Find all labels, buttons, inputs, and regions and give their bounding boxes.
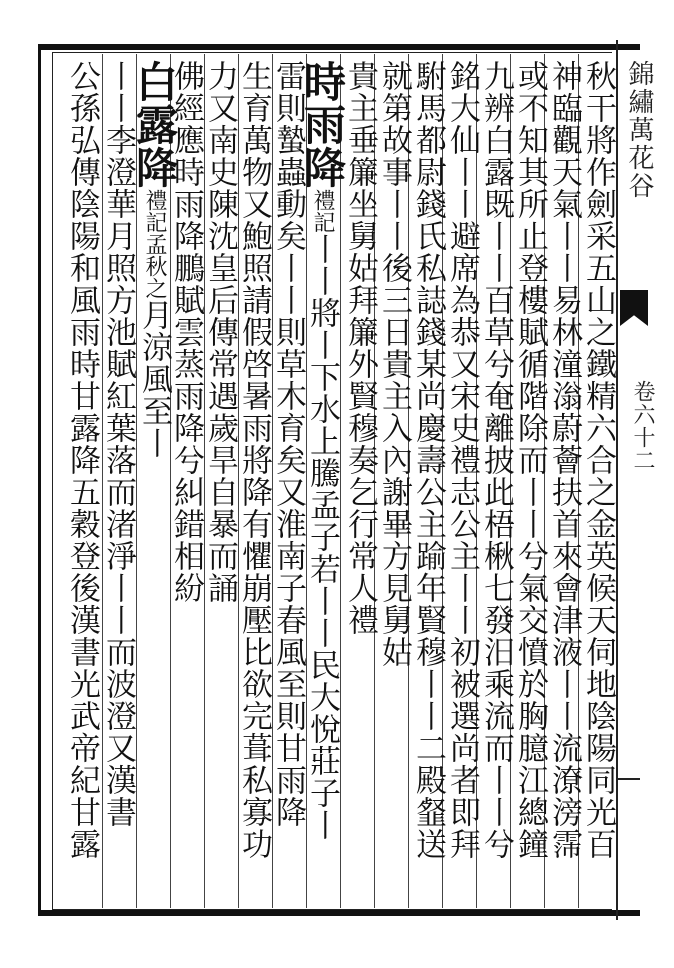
entry-text: 月涼風至丨 — [136, 299, 172, 459]
text-column: 公孫弘傳陰陽和風雨時甘露降五穀登後漢書光武帝紀甘露 — [64, 60, 100, 860]
text-column: 生育萬物又鮑照請假啓暑雨將降有懼崩壓比欲完葺私寡功 — [236, 60, 272, 860]
book-title: 錦繡萬花谷 — [624, 60, 654, 200]
text-column: 駙馬都尉錢氏私誌錢某尚慶壽公主踰年賢穆丨丨二殿韰送 — [410, 60, 446, 860]
entry-heading: 白露降 — [130, 60, 179, 189]
text-column: 九辨白露既丨丨百草兮奄離披此梧楸七發汨乘流而丨丨兮 — [478, 60, 514, 860]
source-note: 禮記孟秋之 — [142, 189, 167, 299]
entry-column-2 — [130, 60, 179, 908]
entry-text: 丨丨將丨下水上騰孟子若丨丨民大悅莊子丨 — [304, 233, 340, 841]
entry-heading: 時雨降 — [298, 60, 347, 189]
source-note: 禮記 — [310, 189, 335, 233]
text-column: 貴主垂簾坐舅姑拜簾外賢穆奏乞行常人禮 — [342, 60, 378, 636]
text-column: 秋干將作劍采五山之鐵精六合之金英候天伺地陰陽同光百 — [580, 60, 616, 860]
text-column: 銘大仙丨丨避席為恭又宋史禮志公主丨丨初被選尚者即拜 — [444, 60, 480, 860]
entry-column — [298, 60, 347, 908]
text-column: 雷則蟄蟲動矣丨丨則草木育矣又淮南子春風至則甘雨降 — [270, 60, 306, 828]
text-column: 丨丨李澄華月照方池賦紅葉落而渚淨丨丨而波澄又漢書 — [100, 60, 136, 828]
margin-tick — [616, 778, 640, 780]
text-column: 或不知其所止登樓賦循階除而丨丨兮氣交憤於胸臆江總鐘 — [512, 60, 548, 860]
text-column: 佛經應時雨降鵬賦雲蒸雨降兮糾錯相紛 — [168, 60, 204, 604]
volume-label: 卷六十二 — [630, 380, 655, 472]
text-column: 力又南史陳沈皇后傳常遇歲旱自暴而誦 — [202, 60, 238, 604]
text-column: 就第故事丨丨後三日貴主入內謝畢方見舅姑 — [376, 60, 412, 668]
text-column: 神臨觀天氣丨丨易林潼滃蔚薈扶首來會津液丨丨流潦滂霈 — [546, 60, 582, 860]
